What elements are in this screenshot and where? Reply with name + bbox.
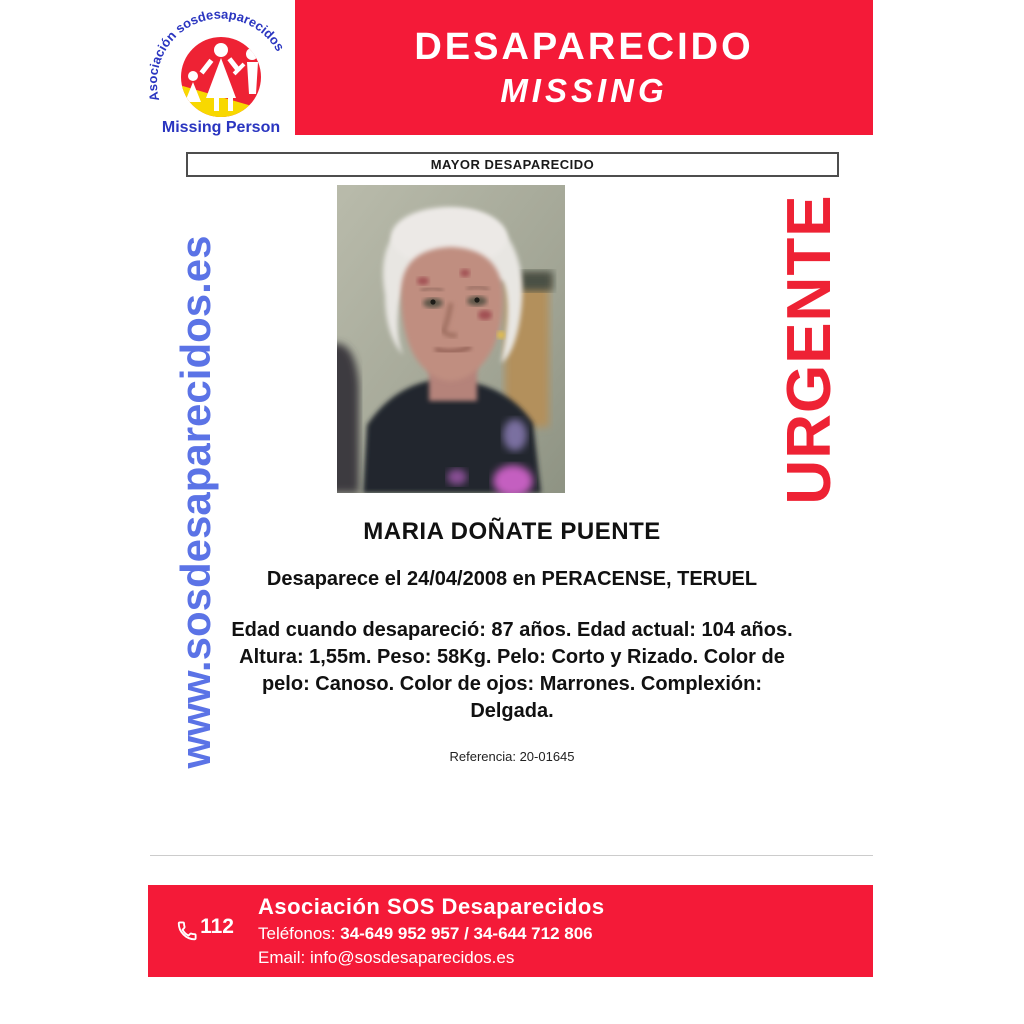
- emergency-number: 112: [200, 915, 234, 938]
- logo-graphic: [146, 2, 296, 140]
- phone-icon: [176, 913, 198, 949]
- person-info: [212, 518, 812, 764]
- photo-foreground-shape: [337, 343, 359, 493]
- disappearance-line: Desaparece el 24/04/2008 en PERACENSE, TERUEL: [266, 568, 758, 590]
- association-logo: [146, 2, 296, 140]
- phone-112-block: [176, 913, 234, 949]
- category-box: [186, 152, 839, 177]
- person-name: MARIA DOÑATE PUENTE: [363, 518, 661, 545]
- logo-arc-text: Asociación sosdesaparecidos: [146, 6, 288, 103]
- missing-person-photo: [337, 185, 565, 493]
- phones-label: Teléfonos:: [258, 924, 336, 943]
- website-watermark: www.sosdesaparecidos.es: [172, 235, 219, 769]
- header-title: DESAPARECIDO: [414, 25, 754, 68]
- email-label: Email:: [258, 948, 306, 967]
- reference-number: Referencia: 20-01645: [449, 749, 575, 764]
- footer-contact-block: [258, 894, 605, 968]
- footer-phones-line: [258, 924, 605, 944]
- header-banner: [295, 0, 873, 135]
- header-subtitle: MISSING: [500, 72, 668, 110]
- category-label: MAYOR DESAPARECIDO: [430, 157, 595, 172]
- email-value: info@sosdesaparecidos.es: [309, 948, 515, 967]
- phones-value: 34-649 952 957 / 34-644 712 806: [340, 924, 593, 943]
- person-details: Edad cuando desapareció: 87 años. Edad actual: 104 años. Altura: 1,55m. Peso: 58Kg. Pelo: Corto y Rizado. Color de pelo: Canoso. Color de ojos: Marrones. Complexión: Delgada.: [231, 619, 793, 722]
- urgent-label: URGENTE: [775, 194, 844, 505]
- logo-caption: Missing Person: [161, 119, 281, 136]
- footer-banner: [148, 885, 873, 977]
- footer-email-line: [258, 948, 605, 968]
- footer-divider: [150, 855, 873, 856]
- footer-org-name: Asociación SOS Desaparecidos: [258, 894, 605, 919]
